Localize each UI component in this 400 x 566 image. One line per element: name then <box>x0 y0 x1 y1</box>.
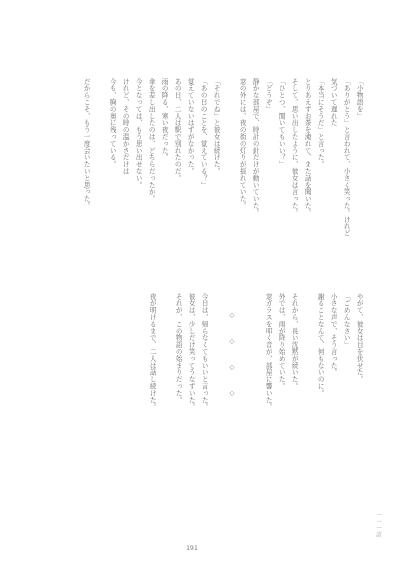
text-line: 今日は、帰らなくてもいいと言った。 <box>200 293 209 411</box>
text-line: 「ごめんなさい」 <box>342 293 351 349</box>
running-header: 一一一語 <box>375 512 381 538</box>
text-line: 「どうぞ」 <box>264 78 273 113</box>
text-line: 覚えていないはずがなかった。 <box>186 78 195 175</box>
text-line: 傘を差し出したのは、どちらだったか。 <box>147 78 156 203</box>
text-line: 小さな声で、そう言った。 <box>329 293 338 376</box>
text-line: 「あの日のことを、覚えている？」 <box>199 78 208 189</box>
text-line: それが、この物語の始まりだった。 <box>174 293 183 404</box>
scene-break-marks: ◇◇◇◇ <box>228 311 236 415</box>
text-line: 気づいて遅れた <box>329 78 338 127</box>
text-line: 「ありがとう」と言われて、小さく笑った。けれど <box>342 78 351 237</box>
text-line: それから、長い沈黙が続いた。 <box>290 293 299 390</box>
text-line: あの日、二人は駅で別れたのだ。 <box>173 78 182 182</box>
text-line: 「ひとつ、聞いてもいい？」 <box>277 78 286 168</box>
text-line: 静かな部屋で、時計の針だけが動いていた。 <box>251 78 260 216</box>
text-line: とりあえずお茶を淹れて、また話を聞いた。 <box>303 78 312 216</box>
text-line: やがて、彼女は目を伏せた。 <box>355 293 364 383</box>
text-line: そして、思い出したように、彼女は言った。 <box>290 78 299 216</box>
text-line: 今となっては、もう思い出せない。 <box>134 78 143 189</box>
text-line: 今も、胸の奥に残っている。 <box>108 78 117 168</box>
text-line: 「小物語を」 <box>355 78 364 120</box>
text-line: 外では、雨が降り始めていた。 <box>277 293 286 390</box>
text-line: 謝ることなんて、何もないのに。 <box>316 293 325 397</box>
text-line: 雨の降る、寒い夜だった。 <box>160 78 169 161</box>
page-number: 191 <box>186 544 198 552</box>
text-line: 夜が明けるまで、二人は話し続けた。 <box>148 293 157 411</box>
text-line: 窓の外には、夜の街の灯りが揺れていた。 <box>238 78 247 210</box>
text-line: 窓ガラスを叩く音が、部屋に響いた。 <box>264 293 273 411</box>
text-line: だからこそ、もう一度会いたいと思った。 <box>82 78 91 210</box>
text-line: けれど、その時の温かさだけは <box>121 78 130 175</box>
text-line: 彼女は、少しだけ笑ってうなずいた。 <box>187 293 196 411</box>
text-line: 「それでね」と彼女は続けた。 <box>212 78 221 175</box>
text-line: 「本当にそうだ」と言った。 <box>316 78 325 168</box>
